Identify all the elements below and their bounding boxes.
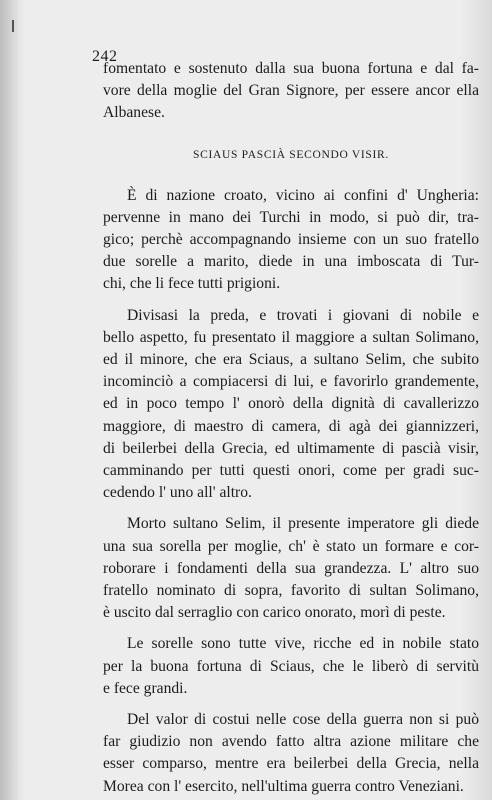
text-line: bello aspetto, fu presentato il maggiore a sultan Solimano, xyxy=(103,328,479,346)
text-line: roborare i fondamenti della sua grandezza. L' altro suo xyxy=(103,559,479,577)
text-line: Del valor di costui nelle cose della guerra non si può xyxy=(127,711,479,729)
page-number: 242 xyxy=(92,48,118,65)
text-line: fratello nominato di sopra, favorito di sultan Solimano, xyxy=(103,582,479,600)
text-line: due sorelle a marito, diede in una imboscata di Tur- xyxy=(103,253,479,271)
paragraph xyxy=(103,185,479,296)
binding-gutter xyxy=(0,0,18,800)
text-line: Le sorelle sono tutte vive, ricche ed in nobile stato xyxy=(127,635,479,653)
text-line: incominciò a compiacersi di lui, e favorirlo grandemente, xyxy=(103,373,479,391)
text-line: per la buona fortuna di Sciaus, che le liberò di servitù xyxy=(103,657,479,675)
text-line: di beilerbei della Grecia, ed ultimamente di pascià visir, xyxy=(103,439,479,457)
paragraph xyxy=(103,633,479,700)
text-line: camminando per tutti questi onori, come per gradi suc- xyxy=(103,462,479,480)
text-line: gico; perchè accompagnando insieme con un suo fratello xyxy=(103,231,479,249)
text-line: è uscito dal serraglio con carico onorato, morì di peste. xyxy=(103,604,446,622)
text-line: pervenne in mano dei Turchi in modo, si può dir, tra- xyxy=(103,208,479,226)
intro-paragraph xyxy=(103,58,479,125)
section-heading: SCIAUS PASCIÀ SECONDO VISIR. xyxy=(193,148,389,161)
text-block xyxy=(103,58,479,798)
paragraph xyxy=(103,305,479,505)
text-line: e fece grandi. xyxy=(103,679,188,697)
text-line: È di nazione croato, vicino ai confini d' Ungheria: xyxy=(127,186,479,204)
text-line: chi, che li fece tutti prigioni. xyxy=(103,275,281,293)
text-line: ed il minore, che era Sciaus, a sultano Selim, che subito xyxy=(103,351,479,369)
text-line: far giudizio non avendo fatto altra azione militare che xyxy=(103,733,479,751)
margin-mark xyxy=(12,20,14,32)
text-line: Divisasi la preda, e trovati i giovani di nobile e xyxy=(127,306,479,324)
paragraph xyxy=(103,513,479,624)
text-line: Albanese. xyxy=(103,104,165,122)
text-line: Morea con l' esercito, nell'ultima guerra contro Veneziani. xyxy=(103,777,464,795)
text-line: ed in poco tempo l' onorò della dignità di cavallerizzo xyxy=(103,395,479,413)
text-line: una sua sorella per moglie, ch' è stato un formare e cor- xyxy=(103,537,479,555)
text-line: maggiore, di maestro di camera, di agà dei giannizzeri, xyxy=(103,417,479,435)
text-line: cedendo l' uno all' altro. xyxy=(103,484,252,502)
text-line: esser comparso, mentre era beilerbei della Grecia, nella xyxy=(103,755,479,773)
paragraph xyxy=(103,709,479,798)
text-line: fomentato e sostenuto dalla sua buona fortuna e dal fa- xyxy=(103,60,479,77)
text-line: Morto sultano Selim, il presente imperatore gli diede xyxy=(127,515,479,533)
text-line: vore della moglie del Gran Signore, per essere ancor ella xyxy=(103,82,479,100)
